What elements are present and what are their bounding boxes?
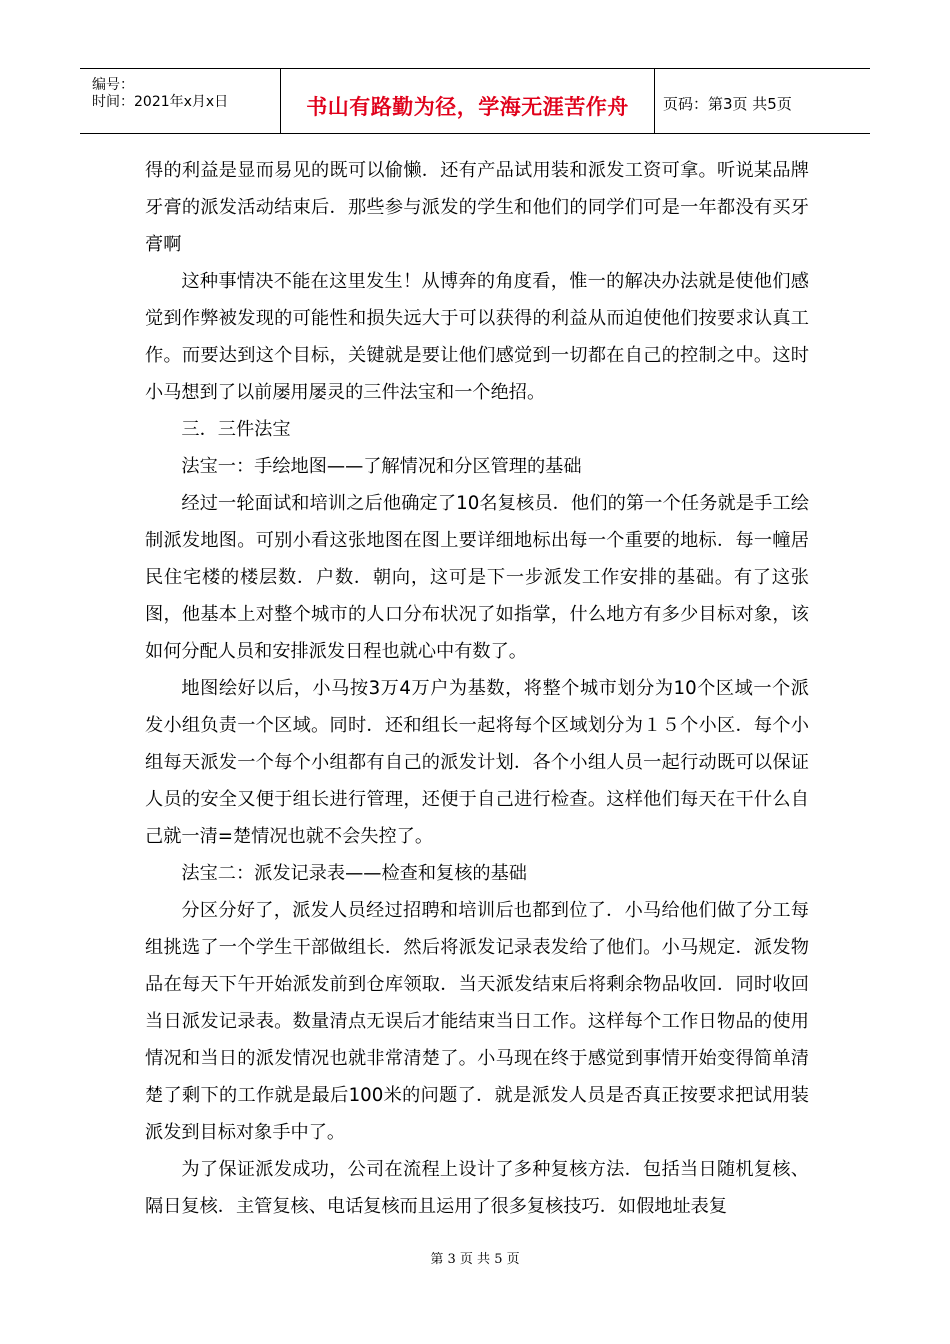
subsection-heading: 法宝二：派发记录表——检查和复核的基础: [181, 863, 527, 884]
paragraph-continuation: 得的利益是显而易见的既可以偷懒．还有产品试用装和派发工资可拿。听说某品牌牙膏的派发活动结束后．那些参与派发的学生和他们的同学们可是一年都没有买牙膏啊: [145, 160, 809, 255]
subsection-heading: 法宝一：手绘地图——了解情况和分区管理的基础: [181, 456, 582, 477]
document-time-label: 时间：2021年x月x日: [92, 94, 229, 110]
document-body: [145, 152, 809, 1225]
section-heading: 三．三件法宝: [181, 419, 291, 440]
header-motto: 书山有路勤为径，学海无涯苦作舟: [306, 95, 629, 119]
document-number-label: 编号：: [92, 77, 134, 93]
paragraph: 分区分好了，派发人员经过招聘和培训后也都到位了．小马给他们做了分工每组挑选了一个学生干部做组长．然后将派发记录表发给了他们。小马规定．派发物品在每天下午开始派发前到仓库领取．当天派发结束后将剩余物品收回．同时收回当日派发记录表。数量清点无误后才能结束当日工作。这样每个工作日物品的使用情况和当日的派发情况也就非常清楚了。小马现在终于感觉到事情开始变得简单清楚了剩下的工作就是最后100米的问题了．就是派发人员是否真正按要求把试用装派发到目标对象手中了。: [145, 900, 809, 1143]
page-footer: 第 3 页 共 5 页: [430, 1252, 520, 1267]
paragraph: 地图绘好以后，小马按3万4万户为基数，将整个城市划分为10个区域一个派发小组负责一个区域。同时．还和组长一起将每个区域划分为１５个小区．每个小组每天派发一个每个小组都有自己的派发计划．各个小组人员一起行动既可以保证人员的安全又便于组长进行管理，还便于自己进行检查。这样他们每天在干什么自己就一清=楚情况也就不会失控了。: [145, 678, 809, 847]
header-page-cell: [655, 69, 870, 133]
paragraph: 为了保证派发成功，公司在流程上设计了多种复核方法．包括当日随机复核、隔日复核．主管复核、电话复核而且运用了很多复核技巧．如假地址表复: [145, 1159, 809, 1217]
header-page-number: 页码：第3页 共5页: [663, 95, 792, 113]
header-info-cell: [80, 69, 281, 133]
header-motto-cell: [281, 69, 655, 133]
page-header: [80, 68, 870, 134]
paragraph: 这种事情决不能在这里发生！从博奔的角度看，惟一的解决办法就是使他们感觉到作弊被发现的可能性和损失远大于可以获得的利益从而迫使他们按要求认真工作。而要达到这个目标，关键就是要让他们感觉到一切都在自己的控制之中。这时小马想到了以前屡用屡灵的三件法宝和一个绝招。: [145, 271, 809, 403]
paragraph: 经过一轮面试和培训之后他确定了10名复核员．他们的第一个任务就是手工绘制派发地图。可别小看这张地图在图上要详细地标出每一个重要的地标．每一幢居民住宅楼的楼层数．户数．朝向，这可是下一步派发工作安排的基础。有了这张图，他基本上对整个城市的人口分布状况了如指掌，什么地方有多少目标对象，该如何分配人员和安排派发日程也就心中有数了。: [145, 493, 809, 662]
